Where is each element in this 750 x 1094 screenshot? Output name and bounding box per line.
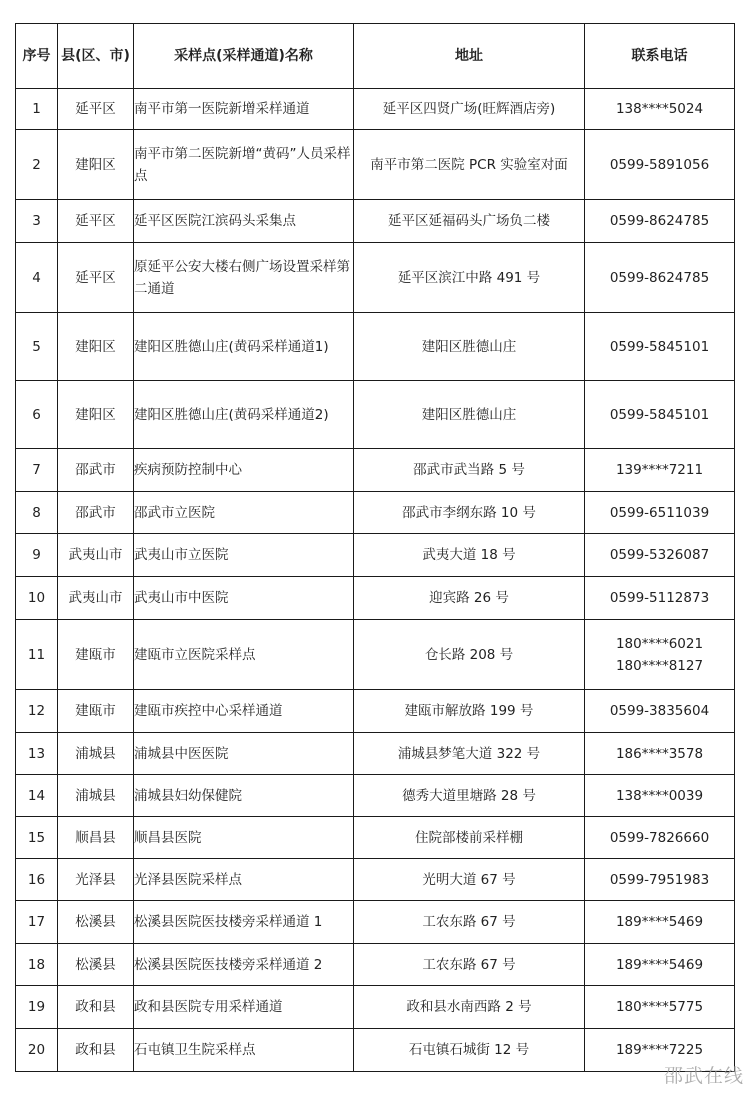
cell-name: 建瓯市立医院采样点 [134, 620, 354, 690]
cell-phone [585, 534, 735, 577]
cell-county: 政和县 [58, 1029, 134, 1072]
phone-number: 0599-8624785 [609, 213, 710, 229]
phone-number: 0599-3835604 [609, 703, 710, 719]
cell-no: 5 [16, 313, 58, 381]
header-address: 地址 [354, 24, 585, 89]
cell-name: 政和县医院专用采样通道 [134, 986, 354, 1029]
cell-phone [585, 449, 735, 492]
cell-name: 南平市第二医院新增“黄码”人员采样点 [134, 130, 354, 200]
cell-county: 建阳区 [58, 313, 134, 381]
header-name: 采样点(采样通道)名称 [134, 24, 354, 89]
cell-address: 德秀大道里塘路 28 号 [354, 775, 585, 817]
phone-number: 180****6021 [615, 635, 704, 652]
cell-no: 18 [16, 944, 58, 986]
sampling-points-table [15, 23, 735, 1072]
cell-no: 16 [16, 859, 58, 901]
cell-address: 工农东路 67 号 [354, 944, 585, 986]
table-row [16, 449, 735, 492]
cell-address: 工农东路 67 号 [354, 901, 585, 944]
cell-no: 14 [16, 775, 58, 817]
table-row [16, 534, 735, 577]
table-row [16, 313, 735, 381]
cell-no: 4 [16, 243, 58, 313]
table-row [16, 775, 735, 817]
header-county: 县(区、市) [58, 24, 134, 89]
phone-number: 0599-5845101 [609, 338, 710, 355]
cell-phone [585, 817, 735, 859]
table-row [16, 130, 735, 200]
cell-county: 邵武市 [58, 449, 134, 492]
cell-address: 邵武市武当路 5 号 [354, 449, 585, 492]
cell-name: 松溪县医院医技楼旁采样通道 2 [134, 944, 354, 986]
phone-number: 0599-5845101 [609, 406, 710, 423]
cell-address: 延平区延福码头广场负二楼 [354, 200, 585, 243]
cell-county: 延平区 [58, 89, 134, 130]
cell-address: 浦城县梦笔大道 322 号 [354, 733, 585, 775]
cell-name: 光泽县医院采样点 [134, 859, 354, 901]
cell-no: 20 [16, 1029, 58, 1072]
cell-phone [585, 313, 735, 381]
table-row [16, 243, 735, 313]
cell-phone [585, 901, 735, 944]
table-row [16, 89, 735, 130]
phone-number: 0599-7951983 [609, 871, 710, 888]
table-row [16, 620, 735, 690]
cell-address: 延平区四贤广场(旺辉酒店旁) [354, 89, 585, 130]
cell-address: 建阳区胜德山庄 [354, 381, 585, 449]
cell-no: 19 [16, 986, 58, 1029]
cell-name: 南平市第一医院新增采样通道 [134, 89, 354, 130]
cell-county: 政和县 [58, 986, 134, 1029]
table-body [16, 89, 735, 1072]
cell-address: 住院部楼前采样棚 [354, 817, 585, 859]
cell-address: 南平市第二医院 PCR 实验室对面 [354, 130, 585, 200]
cell-county: 建阳区 [58, 130, 134, 200]
cell-no: 11 [16, 620, 58, 690]
phone-number: 0599-5326087 [609, 547, 710, 563]
cell-county: 建瓯市 [58, 690, 134, 733]
cell-phone [585, 89, 735, 130]
cell-no: 15 [16, 817, 58, 859]
cell-phone [585, 733, 735, 775]
cell-address: 邵武市李纲东路 10 号 [354, 492, 585, 534]
phone-number: 180****8127 [615, 657, 704, 674]
cell-name: 武夷山市立医院 [134, 534, 354, 577]
cell-name: 原延平公安大楼右侧广场设置采样第二通道 [134, 243, 354, 313]
cell-no: 17 [16, 901, 58, 944]
cell-county: 邵武市 [58, 492, 134, 534]
cell-county: 延平区 [58, 243, 134, 313]
table-row [16, 690, 735, 733]
cell-name: 浦城县妇幼保健院 [134, 775, 354, 817]
table-row [16, 859, 735, 901]
cell-address: 建阳区胜德山庄 [354, 313, 585, 381]
cell-county: 延平区 [58, 200, 134, 243]
cell-phone [585, 200, 735, 243]
cell-name: 松溪县医院医技楼旁采样通道 1 [134, 901, 354, 944]
cell-phone [585, 986, 735, 1029]
cell-phone [585, 859, 735, 901]
cell-name: 延平区医院江滨码头采集点 [134, 200, 354, 243]
cell-name: 建瓯市疾控中心采样通道 [134, 690, 354, 733]
cell-county: 浦城县 [58, 775, 134, 817]
phone-number: 139****7211 [615, 462, 704, 478]
cell-phone [585, 577, 735, 620]
cell-address: 建瓯市解放路 199 号 [354, 690, 585, 733]
cell-name: 建阳区胜德山庄(黄码采样通道2) [134, 381, 354, 449]
cell-county: 光泽县 [58, 859, 134, 901]
phone-number: 180****5775 [615, 999, 704, 1015]
cell-no: 8 [16, 492, 58, 534]
cell-phone [585, 620, 735, 690]
table-row [16, 817, 735, 859]
cell-no: 13 [16, 733, 58, 775]
cell-phone [585, 492, 735, 534]
cell-county: 顺昌县 [58, 817, 134, 859]
cell-name: 浦城县中医医院 [134, 733, 354, 775]
cell-county: 建瓯市 [58, 620, 134, 690]
cell-no: 3 [16, 200, 58, 243]
cell-no: 7 [16, 449, 58, 492]
table-row [16, 944, 735, 986]
phone-number: 0599-7826660 [609, 829, 710, 846]
table-row [16, 986, 735, 1029]
watermark: 邵武在线 [663, 1065, 744, 1087]
cell-name: 武夷山市中医院 [134, 577, 354, 620]
cell-address: 延平区滨江中路 491 号 [354, 243, 585, 313]
phone-number: 186****3578 [615, 745, 704, 762]
cell-county: 武夷山市 [58, 577, 134, 620]
phone-number: 189****7225 [615, 1042, 704, 1058]
header-no: 序号 [16, 24, 58, 89]
cell-phone [585, 243, 735, 313]
cell-phone [585, 381, 735, 449]
phone-number: 138****0039 [615, 787, 704, 804]
cell-name: 邵武市立医院 [134, 492, 354, 534]
table-row [16, 733, 735, 775]
table-row [16, 492, 735, 534]
cell-no: 2 [16, 130, 58, 200]
phone-number: 0599-5891056 [609, 156, 710, 173]
cell-no: 9 [16, 534, 58, 577]
cell-address: 武夷大道 18 号 [354, 534, 585, 577]
cell-county: 松溪县 [58, 901, 134, 944]
phone-number: 0599-6511039 [609, 504, 710, 521]
phone-number: 0599-8624785 [609, 269, 710, 286]
cell-county: 浦城县 [58, 733, 134, 775]
cell-no: 10 [16, 577, 58, 620]
phone-number: 0599-5112873 [609, 590, 710, 606]
table-row [16, 200, 735, 243]
cell-no: 1 [16, 89, 58, 130]
cell-name: 石屯镇卫生院采样点 [134, 1029, 354, 1072]
cell-name: 建阳区胜德山庄(黄码采样通道1) [134, 313, 354, 381]
table-row [16, 901, 735, 944]
phone-number: 189****5469 [615, 956, 704, 973]
phone-number: 138****5024 [615, 101, 704, 117]
phone-number: 189****5469 [615, 914, 704, 930]
cell-address: 石屯镇石城街 12 号 [354, 1029, 585, 1072]
table-row [16, 1029, 735, 1072]
cell-county: 松溪县 [58, 944, 134, 986]
cell-no: 6 [16, 381, 58, 449]
cell-name: 顺昌县医院 [134, 817, 354, 859]
cell-address: 仓长路 208 号 [354, 620, 585, 690]
cell-county: 武夷山市 [58, 534, 134, 577]
cell-phone [585, 775, 735, 817]
table-row [16, 381, 735, 449]
header-phone: 联系电话 [585, 24, 735, 89]
cell-no: 12 [16, 690, 58, 733]
cell-phone [585, 130, 735, 200]
cell-name: 疾病预防控制中心 [134, 449, 354, 492]
cell-phone [585, 690, 735, 733]
cell-address: 政和县水南西路 2 号 [354, 986, 585, 1029]
table-row [16, 577, 735, 620]
cell-address: 光明大道 67 号 [354, 859, 585, 901]
cell-address: 迎宾路 26 号 [354, 577, 585, 620]
cell-phone [585, 944, 735, 986]
cell-county: 建阳区 [58, 381, 134, 449]
table-header-row [16, 24, 735, 89]
